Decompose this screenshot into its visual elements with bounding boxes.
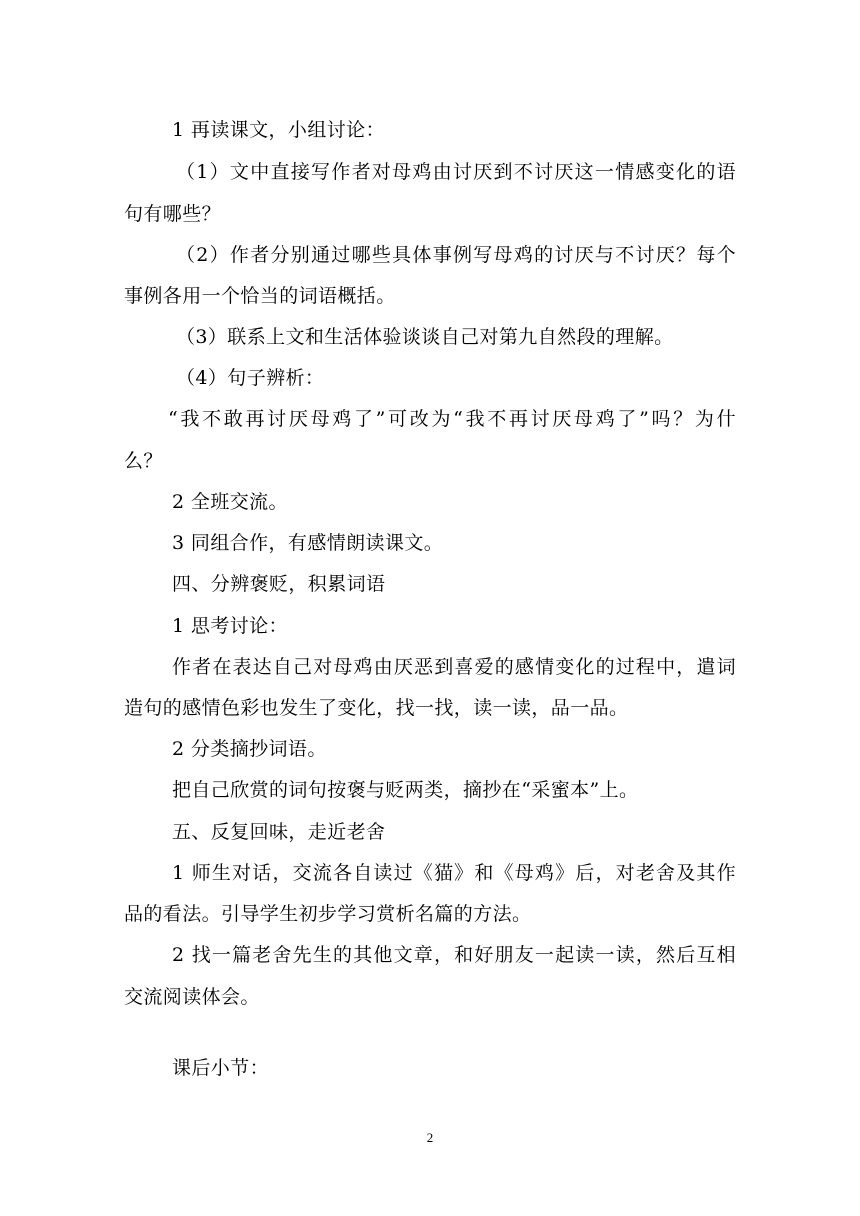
- paragraph-line: 把自己欣赏的词句按褒与贬两类，摘抄在“采蜜本”上。: [172, 779, 639, 801]
- paragraph-line: （3）联系上文和生活体验谈谈自己对第九自然段的理解。: [176, 326, 674, 348]
- paragraph-line: 交流阅读体会。: [124, 986, 260, 1008]
- paragraph-line: 1 思考讨论：: [172, 615, 288, 637]
- summary-heading: 课后小节：: [172, 1057, 270, 1079]
- paragraph-line: （2）作者分别通过哪些具体事例写母鸡的讨厌与不讨厌？每个: [176, 244, 736, 266]
- paragraph-line: “我不敢再讨厌母鸡了”可改为“我不再讨厌母鸡了”吗？为什: [168, 408, 736, 430]
- paragraph-line: 品的看法。引导学生初步学习赏析名篇的方法。: [124, 903, 532, 925]
- paragraph-line: 2 找一篇老舍先生的其他文章，和好朋友一起读一读，然后互相: [172, 944, 736, 966]
- paragraph-line: 事例各用一个恰当的词语概括。: [124, 285, 396, 307]
- section-heading: 四、分辨褒贬，积累词语: [172, 573, 386, 595]
- paragraph-line: （4）句子辨析：: [176, 367, 325, 389]
- paragraph-line: （1）文中直接写作者对母鸡由讨厌到不讨厌这一情感变化的语: [176, 161, 736, 183]
- paragraph-line: 3 同组合作，有感情朗读课文。: [172, 532, 444, 554]
- section-heading: 五、反复回味，走近老舍: [172, 821, 386, 843]
- paragraph-line: 句有哪些？: [124, 203, 222, 225]
- paragraph-line: 么？: [124, 450, 163, 472]
- page-number: 2: [426, 1130, 434, 1145]
- paragraph-line: 2 分类摘抄词语。: [172, 738, 327, 760]
- paragraph-line: 2 全班交流。: [172, 491, 288, 513]
- paragraph-line: 1 师生对话，交流各自读过《猫》和《母鸡》后，对老舍及其作: [172, 862, 736, 884]
- paragraph-line: 作者在表达自己对母鸡由厌恶到喜爱的感情变化的过程中，遣词: [172, 656, 736, 678]
- paragraph-line: 造句的感情色彩也发生了变化，找一找，读一读，品一品。: [124, 697, 629, 719]
- paragraph-line: 1 再读课文，小组讨论：: [172, 119, 385, 141]
